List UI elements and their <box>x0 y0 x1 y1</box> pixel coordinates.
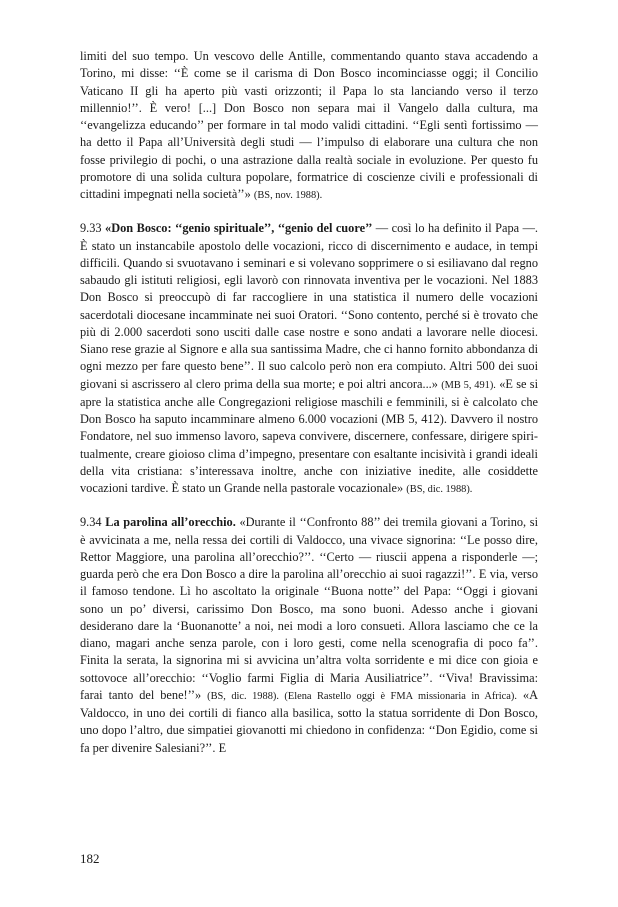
text-run: — così lo ha definito il Papa —. È stato un instancabile apostolo delle vocazioni, ricco di discernimento e audace, in tempi difficili. Quando si svuotavano i seminari e si volevano sopprimere o si esiliavano dal regno sabaudo gli istituti religiosi, egli lavorò con rinnovata inventiva per le vocazioni. Nel 1883 Don Bosco si preoccupò di far raccogliere in una statistica il numero delle vocazioni sacerdotali diocesane incamminate nei suoi Oratori. ‘‘Sono contento, perché si è trovato che più di 2.000 sacerdoti sono usciti dalle case nostre e sono andati a lavorare nelle diocesi. Siano rese grazie al Signore e alla sua santissima Madre, che ci hanno fornito abbondanza di ogni mezzo per fare questo bene’’. Il suo calcolo però non era compiuto. Altri 500 dei suoi giovani si ascrissero al clero prima della sua morte; e poi altri ancora...» <box>80 221 539 391</box>
citation: (MB 5, 491). <box>441 379 496 391</box>
citation: nov. 1988). <box>275 190 323 201</box>
paragraph-9-34 <box>80 514 538 757</box>
text-run: limiti del suo tempo. Un vescovo delle Antille, commentando quanto stava accadendo a Torino, mi disse: ‘‘È come se il carisma di Don Bosco incominciasse oggi; il Concilio Vaticano II gli ha aperto più vasti orizzonti; il Papa lo sta lanciando verso il terzo millennio!’’. È vero! [...] Don Bosco non separa mai il Vangelo dalla cultura, ma ‘‘evangelizza educando’’ per formare in tal modo validi cittadini. ‘‘Egli sentì fortissimo — ha detto il Papa all’Università degli studi — l’impulso di elaborare una cultura che non fosse privilegio di pochi, o una astrazione dalla realtà sociale in evoluzione. Per questo fu promotore di una solida cultura popolare, formatrice di coscienze civili e professionali di cittadini impegnati nella società’’» <box>80 49 538 201</box>
text-run: «Durante il ‘‘Confronto 88’’ dei tremila giovani a Torino, si è avvicinata a me, nella ressa dei cortili di Valdocco, una vivace signorina: ‘‘Le posso dire, Rettor Maggiore, una parolina all’orecchio?’’. ‘‘Certo — riuscii appena a risponderle —; guarda però che era Don Bosco a dire la parolina all’orecchio ai suoi ragazzi!’’. E via, verso il famoso tendone. Lì ho ascoltato la originale ‘‘Buona notte’’ del Papa: ‘‘Oggi i giovani sono un po’ diversi, carissimo Don Bosco, ma sono buoni. Adesso anche i giovani desiderano dare la ‘Buonanotte’ a noi, nei modi a loro consueti. Allora lasciamo che ce la diano, magari anche senza parole, con i loro gesti, come nella scenografia di poco fa’’. Finita la serata, la signorina mi si avvicina un’altra volta sorridente e mi dice con gioia e sottovoce all’orecchio: ‘‘Voglio farmi Figlia di Maria Ausiliatrice’’. ‘‘Viva! Bravissima: farai tanto del bene!’’» <box>80 515 539 702</box>
page-number: 182 <box>80 851 100 866</box>
section-number: 9.34 <box>80 515 106 530</box>
section-heading: La parolina all’orecchio. <box>105 515 236 530</box>
section-number: 9.33 <box>80 221 106 236</box>
text-run: «E se si apre la statistica anche alle Congregazioni religiose maschili e femminili, si è calcolato che Don Bosco ha saputo incamminare almeno 6.000 vocazioni (MB 5, 412). Davvero il nostro Fondatore, nel suo immenso lavoro, sapeva convivere, discernere, confessare, dirigere spiritualmente, creare gioioso clima d’impegno, presentare con esaltante incisività i grandi ideali della vita cristiana: s’interessava inoltre, anche con iniziative inedite, alle cosiddette vocazioni tardive. È stato un Grande nella pastorale vocazionale» <box>80 376 539 495</box>
citation: (BS, <box>406 484 428 495</box>
page-body <box>80 48 538 757</box>
citation: (BS, dic. 1988). (Elena Rastello oggi è FMA missionaria in Africa). <box>207 690 517 702</box>
section-heading: «Don Bosco: ‘‘genio spirituale’’, ‘‘genio del cuore’’ <box>105 221 373 236</box>
citation: dic. 1988). <box>427 484 473 495</box>
paragraph-continuation <box>80 48 538 204</box>
citation: (BS, <box>253 190 276 201</box>
text-run: «A Valdocco, in uno dei cortili di fianco alla basilica, sotto la statua sorridente di Don Bosco, uno dopo l’altro, due simpatiei giovanotti mi chiedono in confidenza: ‘‘Don Egidio, come si fa per divenire Salesiani?’’. E <box>80 687 538 755</box>
paragraph-9-33 <box>80 220 538 498</box>
